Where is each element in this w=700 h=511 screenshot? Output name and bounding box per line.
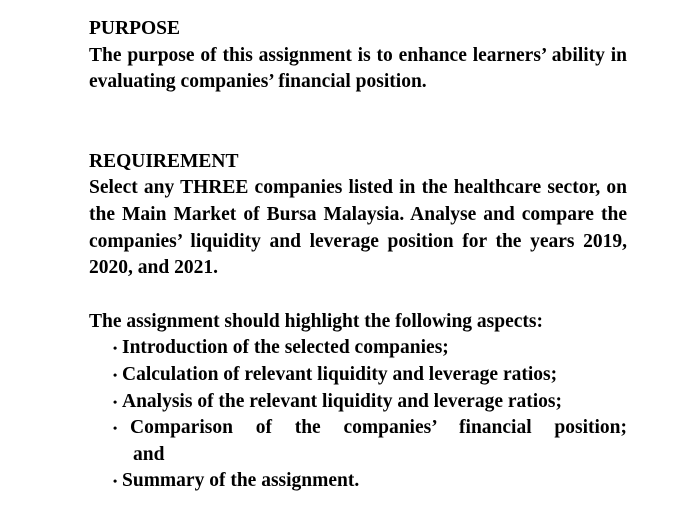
list-item-text: Comparison of the companies’ financial position;	[130, 417, 627, 439]
list-item	[89, 389, 627, 416]
list-item	[89, 335, 627, 362]
list-item-text: Calculation of relevant liquidity and leverage ratios;	[122, 363, 558, 385]
aspects-list	[89, 335, 627, 495]
bullet-icon: •	[113, 474, 118, 489]
purpose-text: The purpose of this assignment is to enhance learners’ ability in evaluating companies’ financial position.	[89, 44, 627, 93]
spacer	[89, 96, 627, 149]
spacer	[89, 282, 627, 309]
bullet-icon: •	[113, 367, 118, 382]
list-item	[89, 468, 627, 495]
list-item	[89, 415, 627, 468]
bullet-icon: •	[113, 341, 118, 356]
requirement-text: Select any THREE companies listed in the healthcare sector, on the Main Market of Bursa Malaysia. Analyse and compare the companies’ liquidity and leverage position for the years 2019, 2020, and 2021.	[89, 177, 627, 279]
purpose-heading: PURPOSE	[89, 18, 181, 39]
bullet-icon: •	[113, 421, 118, 436]
list-item-text: Summary of the assignment.	[122, 470, 360, 492]
requirement-heading: REQUIREMENT	[89, 150, 239, 172]
list-item-text: Analysis of the relevant liquidity and leverage ratios;	[122, 390, 562, 412]
list-item-text-continued: and	[133, 443, 165, 465]
list-item	[89, 362, 627, 389]
bullet-icon: •	[113, 394, 118, 409]
list-item-text: Introduction of the selected companies;	[122, 337, 449, 359]
document-body	[89, 16, 627, 495]
aspects-intro: The assignment should highlight the following aspects:	[89, 310, 543, 332]
